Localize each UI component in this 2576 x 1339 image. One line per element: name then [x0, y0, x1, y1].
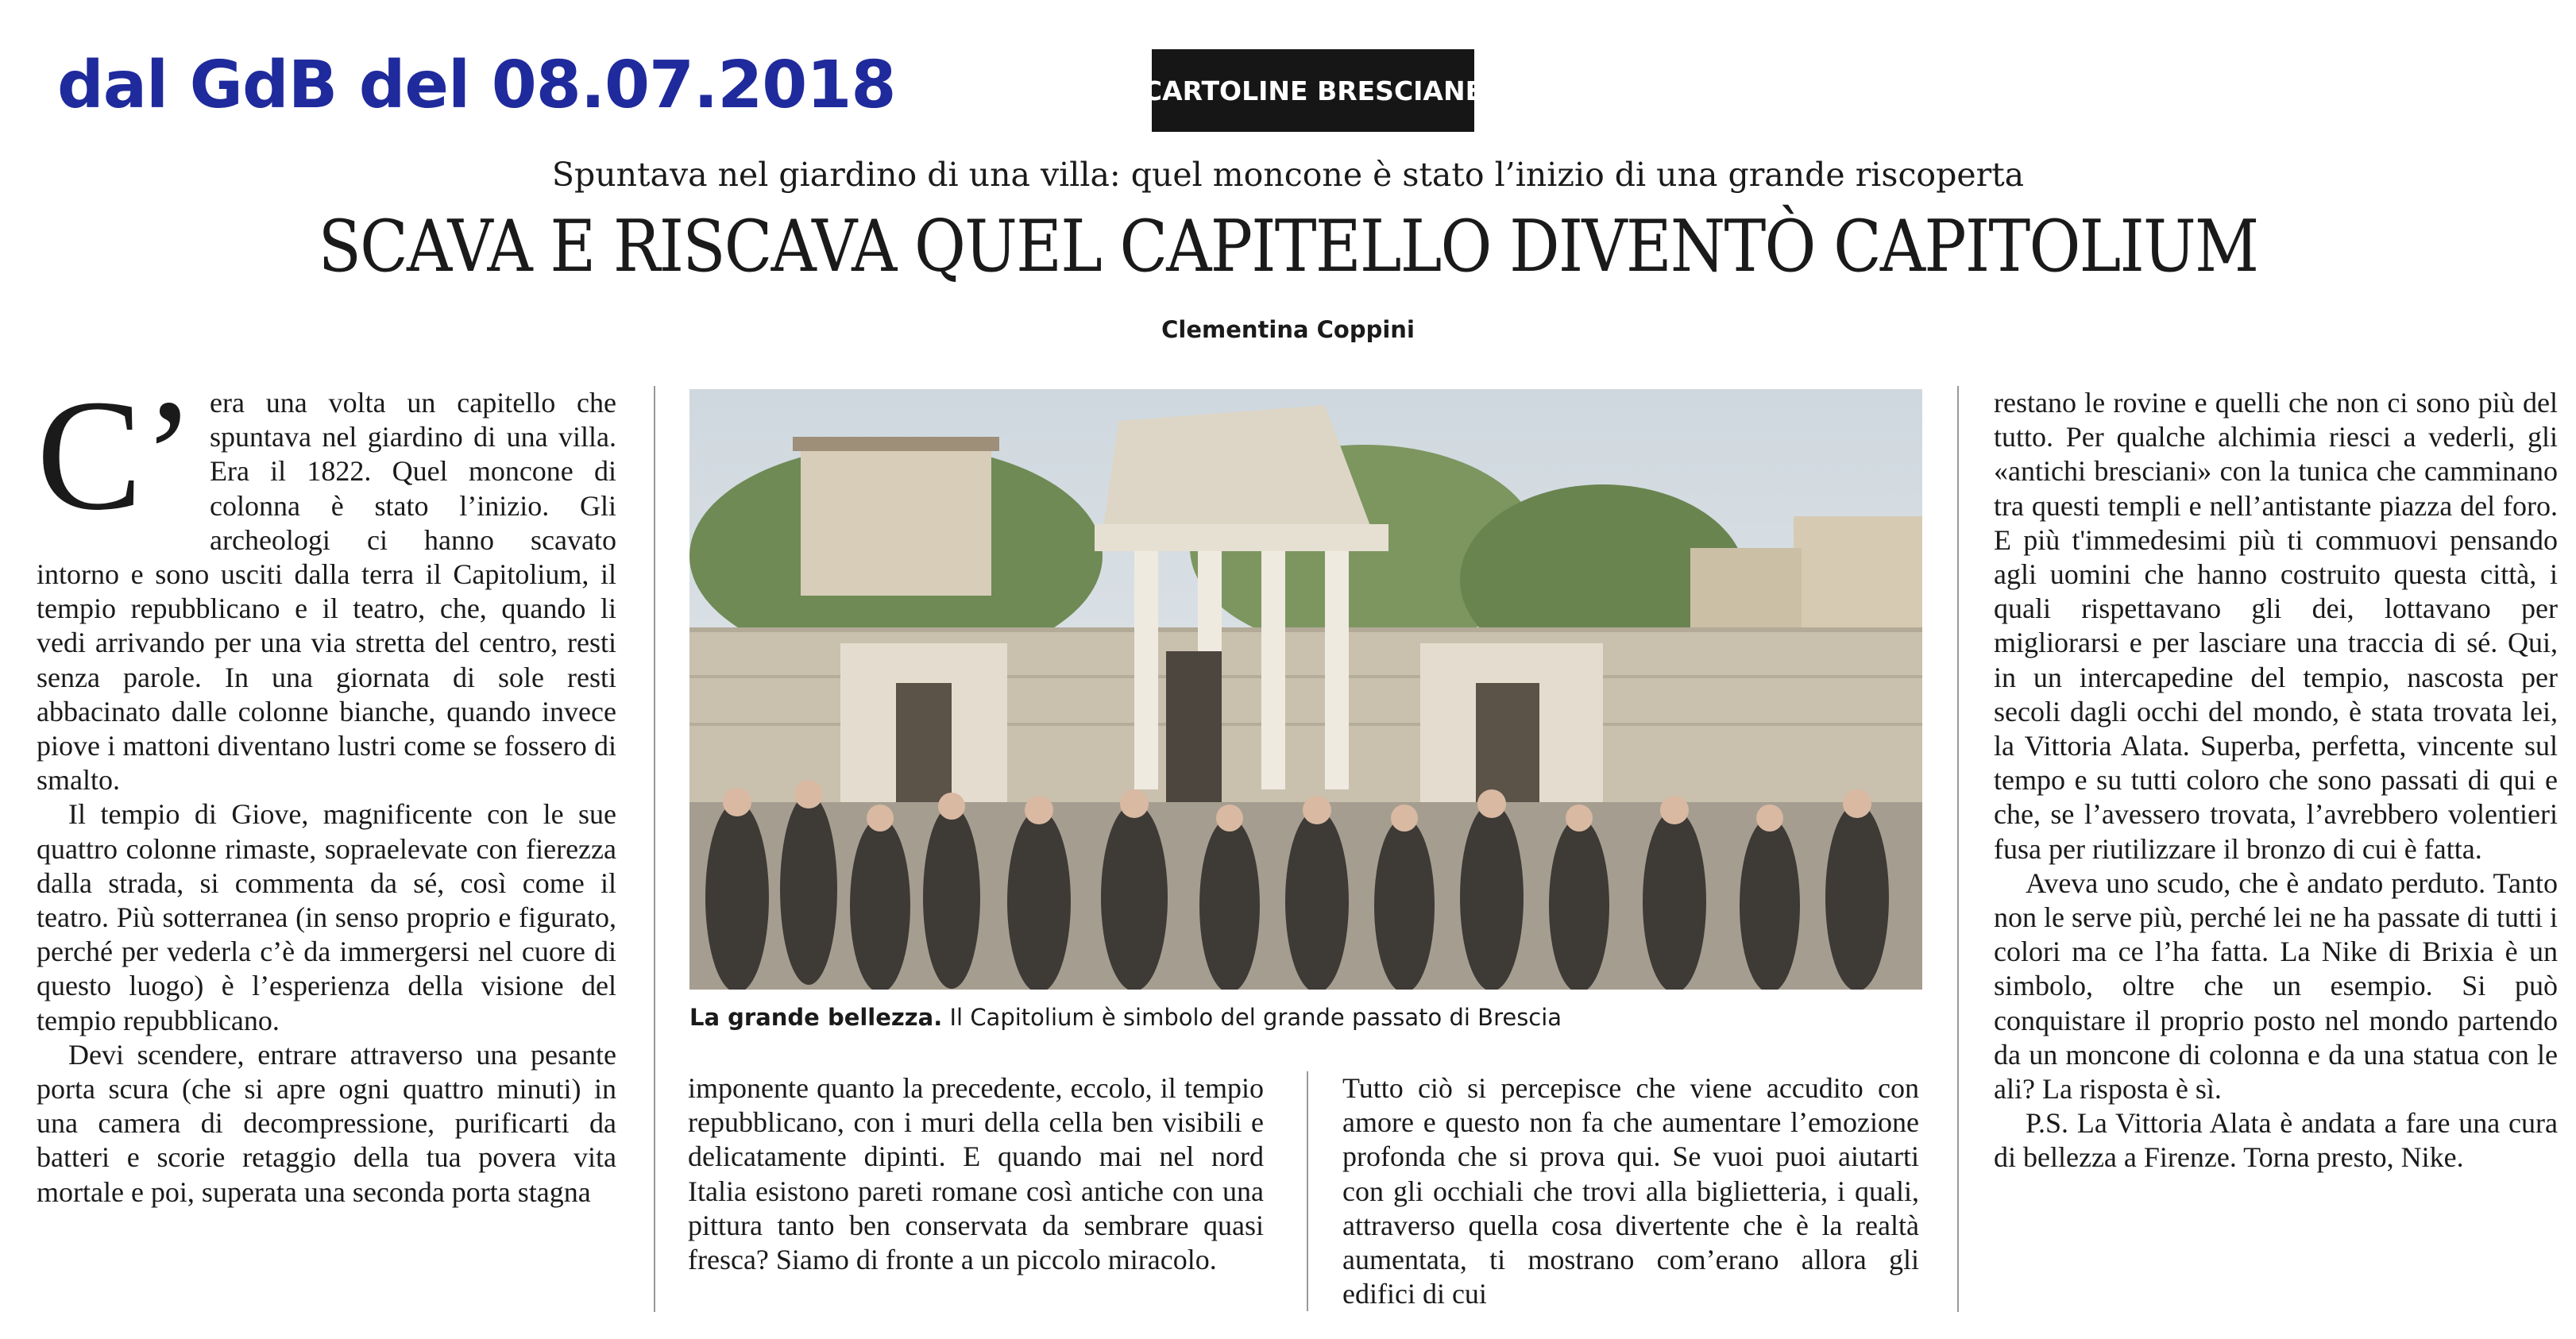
- article-column-1: [37, 386, 616, 1323]
- paragraph: Devi scendere, entrare attraverso una pesante porta scura (che si apre ogni quattro minuti) in una camera di decompressione, purificarti da batteri e scorie retaggio della tua povera vita mortale e poi, superata una seconda porta stagna: [37, 1038, 616, 1208]
- paragraph: era una volta un capitello che spuntava nel giardino di una villa. Era il 1822. Quel moncone di colonna è stato l’inizio. Gli archeologi ci hanno scavato intorno e sono usciti dalla terra il Capitolium, il tempio repubblicano e il teatro, che, quando li vedi arrivando per una via stretta del centro, resti senza parole. In una giornata di sole resti abbacinato dalle colonne bianche, quando invece piove i mattoni diventano lustri come se fossero di smalto.: [37, 387, 616, 797]
- paragraph: imponente quanto la precedente, eccolo, il tempio repubblicano, con i muri della cella ben visibili e delicatamente dipinti. E quando mai nel nord Italia esistono pareti romane così antiche con una pittura tanto ben conservata da sembrare quasi fresca? Siamo di fronte a un piccolo miracolo.: [688, 1072, 1264, 1276]
- source-label: dal GdB del 08.07.2018: [57, 48, 896, 123]
- byline: Clementina Coppini: [1161, 316, 1415, 343]
- article-column-3: [1342, 1071, 1919, 1310]
- caption-title: La grande bellezza.: [689, 1004, 943, 1031]
- column-divider: [1957, 386, 1959, 1312]
- column-divider: [1307, 1071, 1308, 1311]
- paragraph: Tutto ciò si percepisce che viene accudito con amore e questo non fa che aumentare l’emozione profonda che si prova qui. Se vuoi puoi aiutarti con gli occhiali che trovi alla biglietteria, i quali, attraverso quella cosa divertente che è la realtà aumentata, ti mostrano com’erano allora gli edifici di cui: [1342, 1072, 1919, 1310]
- subheadline: Spuntava nel giardino di una villa: quel moncone è stato l’inizio di una grande riscoperta: [551, 156, 2025, 194]
- rubric-label: CARTOLINE BRESCIANE: [1152, 49, 1474, 132]
- paragraph: P.S. La Vittoria Alata è andata a fare una cura di bellezza a Firenze. Torna presto, Nike.: [1994, 1107, 2558, 1174]
- photo-caption: [689, 1004, 1922, 1031]
- headline: SCAVA E RISCAVA QUEL CAPITELLO DIVENTÒ CAPITOLIUM: [318, 205, 2258, 288]
- capitolium-photo: [689, 389, 1922, 990]
- paragraph: restano le rovine e quelli che non ci sono più del tutto. Per qualche alchimia riesci a vederli, gli «antichi bresciani» con la tunica che camminano tra questi templi e nell’antistante piazza del foro. E più t'immedesimi più ti commuovi pensando agli uomini che hanno costruito questa città, i quali rispettavano gli dei, lottavano per migliorarsi e per lasciare una traccia di sé. Qui, in un intercapedine del tempio, nascosta per secoli dagli occhi del mondo, è stata trovata lei, la Vittoria Alata. Superba, perfetta, vincente sul tempo e su tutti coloro che sono passati di qui e che, se l’avessero trovata, l’avrebbero volentieri fusa per riutilizzare il bronzo di cui è fatta.: [1994, 387, 2558, 865]
- dropcap: C’: [37, 386, 195, 543]
- column-divider: [654, 386, 655, 1312]
- paragraph: Aveva uno scudo, che è andato perduto. Tanto non le serve più, perché lei ne ha passate di tutti i colori ma ce l’ha fatta. La Nike di Brixia è un simbolo, oltre che un esempio. Si può conquistare il proprio posto nel mondo partendo da un moncone di colonna e da una statua con le ali? La risposta è sì.: [1994, 866, 2558, 1106]
- article-column-4: [1994, 386, 2558, 1323]
- article-column-2: [688, 1071, 1264, 1310]
- paragraph: Il tempio di Giove, magnificente con le sue quattro colonne rimaste, sopraelevate con fierezza dalla strada, si commenta da sé, così come il teatro. Più sotterranea (in senso proprio e figurato, perché per vederla c’è da immergersi nel cuore di questo luogo) è l’esperienza della visione del tempio repubblicano.: [37, 798, 616, 1036]
- caption-text: Il Capitolium è simbolo del grande passato di Brescia: [949, 1004, 1562, 1031]
